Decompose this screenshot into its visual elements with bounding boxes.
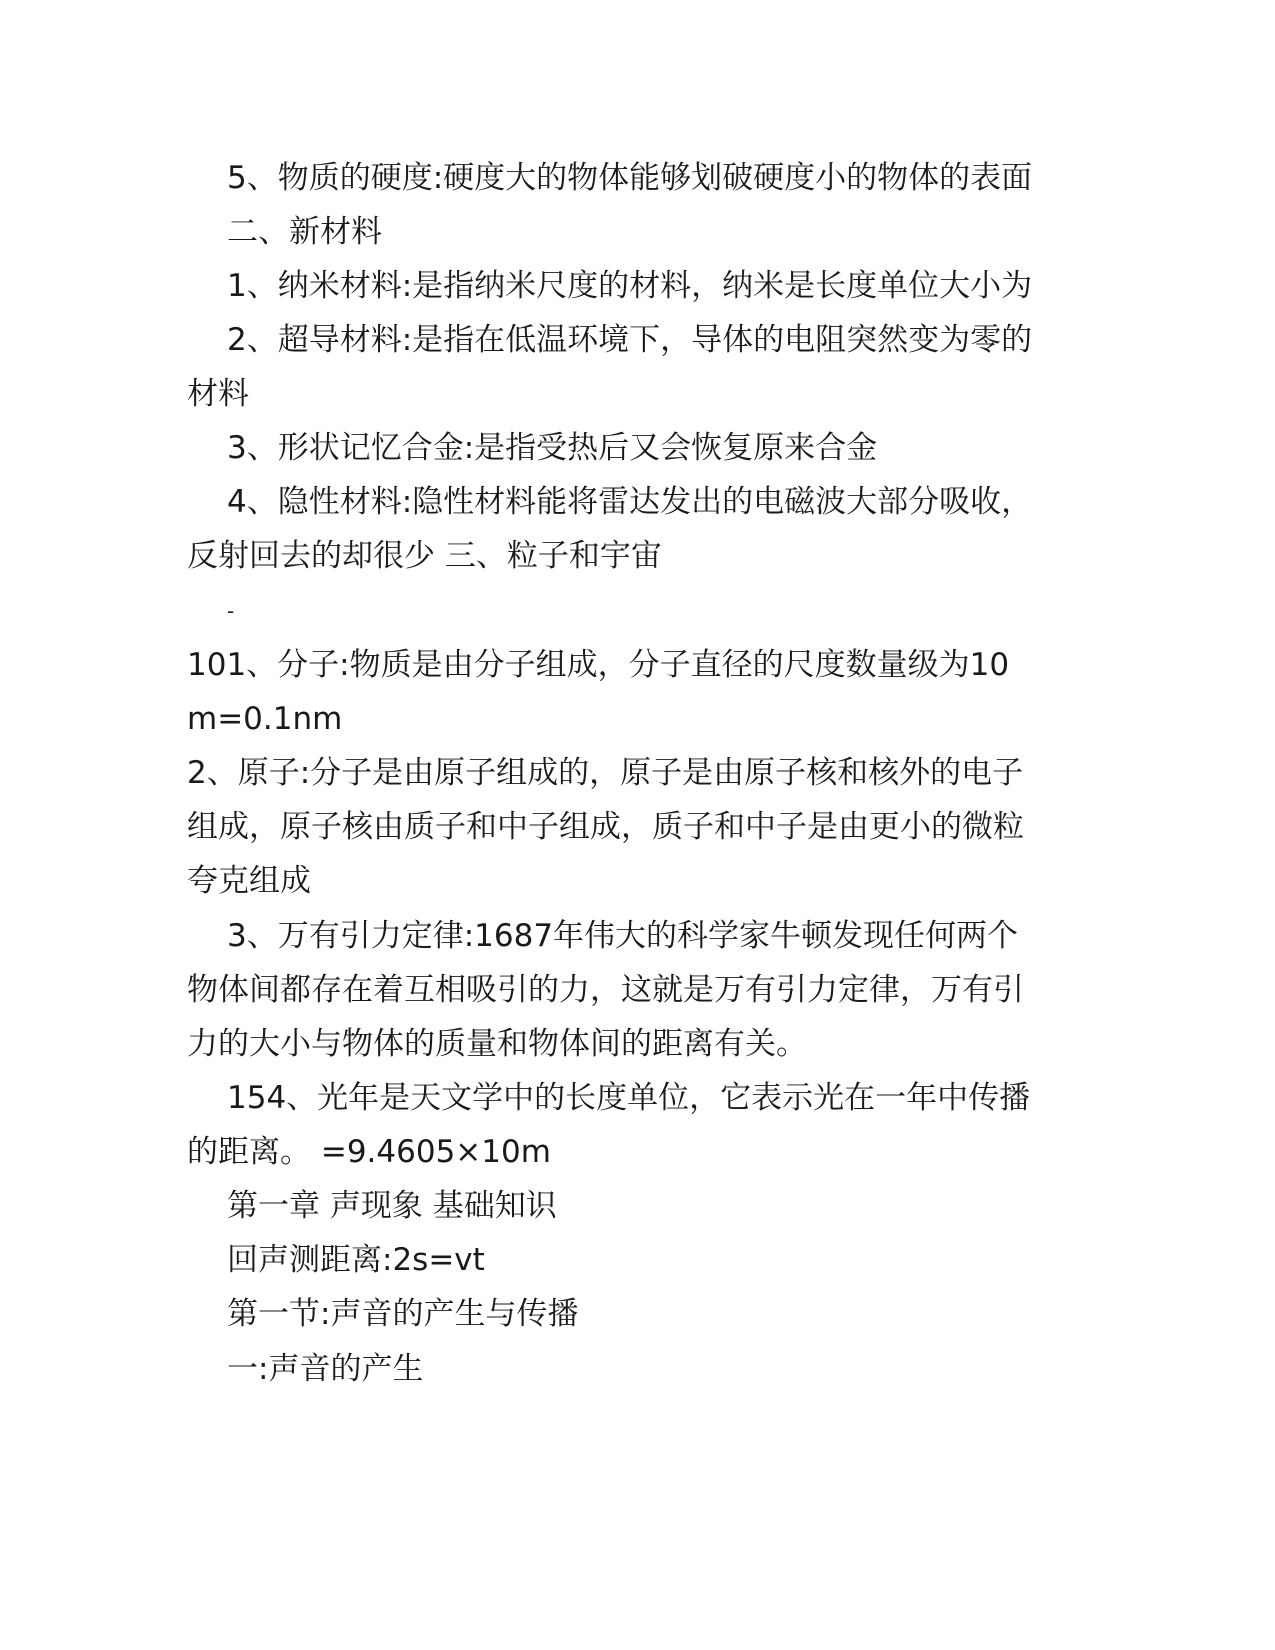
text-line: 101、分子:物质是由分子组成，分子直径的尺度数量级为10 bbox=[187, 647, 1010, 683]
text-line: 力的大小与物体的质量和物体间的距离有关。 bbox=[187, 1026, 807, 1062]
text-line: 2、超导材料:是指在低温环境下，导体的电阻突然变为零的 bbox=[227, 322, 1033, 358]
text-line: 回声测距离:2s=vt bbox=[227, 1242, 485, 1278]
text-line: 4、隐性材料:隐性材料能将雷达发出的电磁波大部分吸收， bbox=[227, 484, 1033, 520]
text-line: 材料 bbox=[187, 376, 249, 412]
chapter-heading: 第一章 声现象 基础知识 bbox=[227, 1188, 557, 1224]
section-heading: 第一节:声音的产生与传播 bbox=[227, 1296, 579, 1332]
text-line: 1、纳米材料:是指纳米尺度的材料，纳米是长度单位大小为 bbox=[227, 268, 1033, 304]
text-line: 3、万有引力定律:1687年伟大的科学家牛顿发现任何两个 bbox=[227, 918, 1019, 954]
text-line: m=0.1nm bbox=[187, 701, 343, 737]
text-line: 物体间都存在着互相吸引的力，这就是万有引力定律，万有引 bbox=[187, 972, 1024, 1008]
text-line: 组成，原子核由质子和中子组成，质子和中子是由更小的微粒 bbox=[187, 809, 1024, 845]
text-line: 154、光年是天文学中的长度单位，它表示光在一年中传播 bbox=[227, 1080, 1031, 1116]
text-line: 反射回去的却很少 三、粒子和宇宙 bbox=[187, 538, 662, 574]
text-line: 5、物质的硬度:硬度大的物体能够划破硬度小的物体的表面 bbox=[227, 160, 1033, 196]
text-line: 2、原子:分子是由原子组成的，原子是由原子核和核外的电子 bbox=[187, 755, 1024, 791]
text-line: 夸克组成 bbox=[187, 863, 311, 899]
text-line: 的距离。 =9.4605×10m bbox=[187, 1134, 551, 1170]
section-heading: 二、新材料 bbox=[227, 214, 382, 250]
text-line: 3、形状记忆合金:是指受热后又会恢复原来合金 bbox=[227, 430, 878, 466]
dash-mark: - bbox=[227, 599, 235, 623]
subsection-heading: 一:声音的产生 bbox=[227, 1351, 424, 1387]
